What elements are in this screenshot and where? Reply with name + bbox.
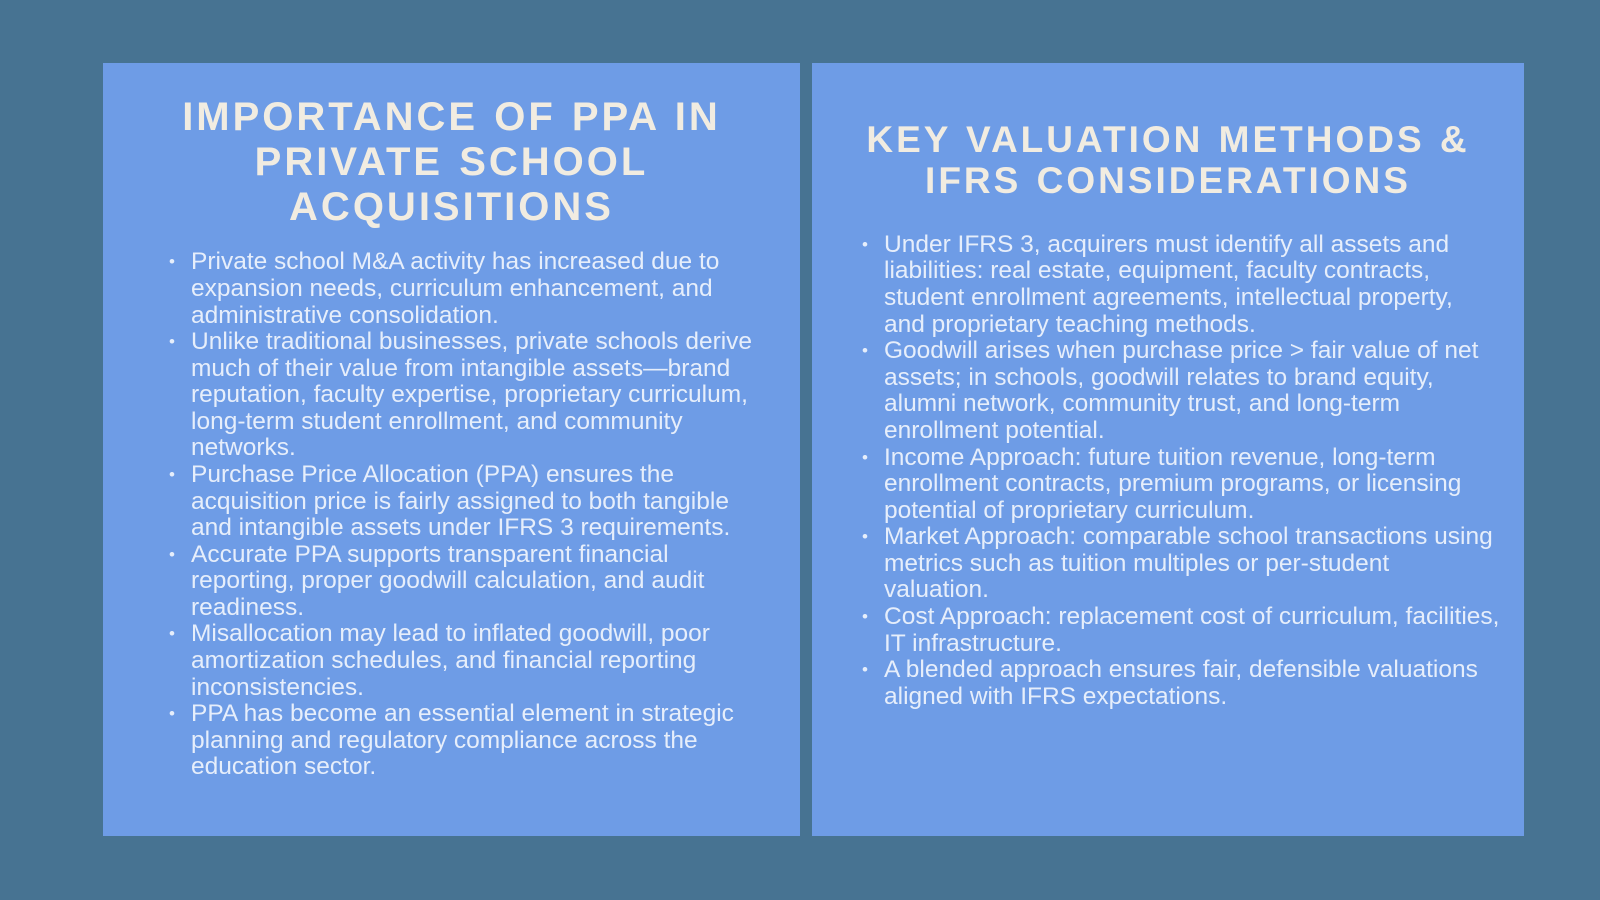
list-item: • Unlike traditional businesses, private schools derive much of their value from intangible assets—brand reputation, faculty expertise, proprietary curriculum, long-term student enrollment, and community networks. — [169, 329, 776, 462]
list-item: • Income Approach: future tuition revenue, long-term enrollment contracts, premium programs, or licensing potential of proprietary curriculum. — [862, 445, 1500, 525]
bullet-list-importance-of-ppa — [127, 249, 776, 781]
list-item: • Under IFRS 3, acquirers must identify all assets and liabilities: real estate, equipment, faculty contracts, student enrollment agreements, intellectual property, and proprietary teaching methods. — [862, 232, 1500, 338]
panel-key-valuation-methods — [812, 63, 1524, 836]
list-item: • Cost Approach: replacement cost of curriculum, facilities, IT infrastructure. — [862, 604, 1500, 657]
list-item: • PPA has become an essential element in strategic planning and regulatory compliance across the education sector. — [169, 701, 776, 781]
list-item: • Misallocation may lead to inflated goodwill, poor amortization schedules, and financial reporting inconsistencies. — [169, 621, 776, 701]
list-item: • Market Approach: comparable school transactions using metrics such as tuition multiples or per-student valuation. — [862, 524, 1500, 604]
list-item: • Goodwill arises when purchase price > fair value of net assets; in schools, goodwill relates to brand equity, alumni network, community trust, and long-term enrollment potential. — [862, 338, 1500, 444]
list-item: • A blended approach ensures fair, defensible valuations aligned with IFRS expectations. — [862, 657, 1500, 710]
bullet-list-key-valuation-methods — [836, 232, 1500, 710]
panel-title-key-valuation-methods: KEY VALUATION METHODS & IFRS CONSIDERATIONS — [866, 119, 1470, 202]
panel-importance-of-ppa — [103, 63, 800, 836]
panel-title-importance-of-ppa: IMPORTANCE OF PPA IN PRIVATE SCHOOL ACQUISITIONS — [182, 95, 721, 229]
list-item: • Purchase Price Allocation (PPA) ensures the acquisition price is fairly assigned to both tangible and intangible assets under IFRS 3 requirements. — [169, 462, 776, 542]
list-item: • Accurate PPA supports transparent financial reporting, proper goodwill calculation, and audit readiness. — [169, 542, 776, 622]
list-item: • Private school M&A activity has increased due to expansion needs, curriculum enhancement, and administrative consolidation. — [169, 249, 776, 329]
